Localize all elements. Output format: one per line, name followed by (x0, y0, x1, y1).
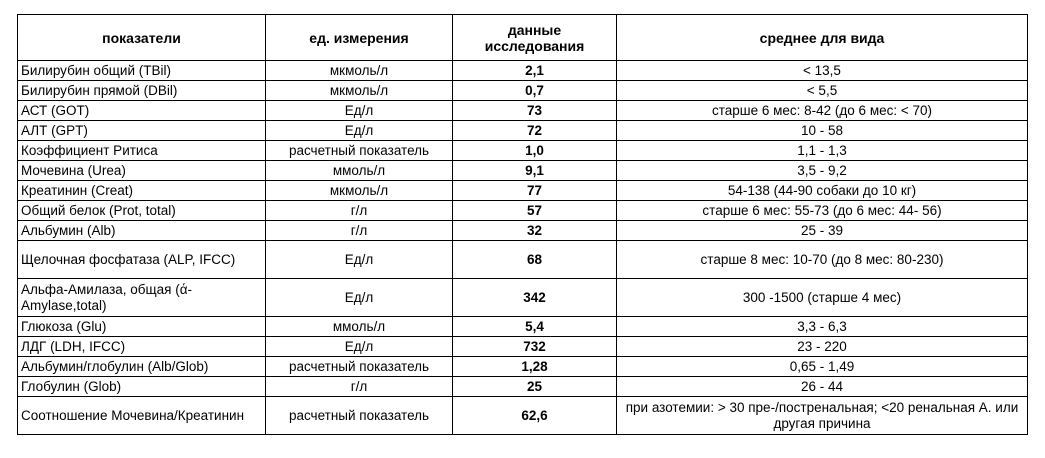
row-unit: расчетный показатель (266, 357, 453, 377)
table-row (18, 161, 1028, 181)
table-row (18, 397, 1028, 435)
row-reference-range: 23 - 220 (617, 337, 1028, 357)
row-unit: ммоль/л (266, 317, 453, 337)
row-indicator-name: Альфа-Амилаза, общая (ά-Amylase,total) (18, 279, 266, 317)
row-unit: г/л (266, 377, 453, 397)
lab-results-table (17, 14, 1028, 435)
row-indicator-name: Билирубин общий (TBil) (18, 61, 266, 81)
row-reference-range: при азотемии: > 30 пре-/постренальная; <20 ренальная А. или другая причина (617, 397, 1028, 435)
row-reference-range: старше 6 мес: 8-42 (до 6 мес: < 70) (617, 101, 1028, 121)
row-indicator-name: АЛТ (GPT) (18, 121, 266, 141)
row-result-value: 1,0 (453, 141, 617, 161)
table-row (18, 61, 1028, 81)
table-row (18, 279, 1028, 317)
row-indicator-name: Глобулин (Glob) (18, 377, 266, 397)
row-reference-range: 0,65 - 1,49 (617, 357, 1028, 377)
row-reference-range: 3,5 - 9,2 (617, 161, 1028, 181)
row-indicator-name: Мочевина (Urea) (18, 161, 266, 181)
row-indicator-name: Креатинин (Creat) (18, 181, 266, 201)
row-unit: мкмоль/л (266, 81, 453, 101)
table-row (18, 101, 1028, 121)
table-row (18, 121, 1028, 141)
table-row (18, 201, 1028, 221)
table-row (18, 357, 1028, 377)
table-row (18, 181, 1028, 201)
row-unit: г/л (266, 201, 453, 221)
table-row (18, 241, 1028, 279)
row-result-value: 32 (453, 221, 617, 241)
row-reference-range: 26 - 44 (617, 377, 1028, 397)
row-indicator-name: Общий белок (Prot, total) (18, 201, 266, 221)
table-row (18, 377, 1028, 397)
row-reference-range: старше 6 мес: 55-73 (до 6 мес: 44- 56) (617, 201, 1028, 221)
row-result-value: 77 (453, 181, 617, 201)
row-reference-range: 25 - 39 (617, 221, 1028, 241)
row-indicator-name: Альбумин/глобулин (Alb/Glob) (18, 357, 266, 377)
row-result-value: 73 (453, 101, 617, 121)
row-indicator-name: Глюкоза (Glu) (18, 317, 266, 337)
row-unit: Ед/л (266, 279, 453, 317)
row-unit: г/л (266, 221, 453, 241)
row-unit: Ед/л (266, 241, 453, 279)
row-result-value: 25 (453, 377, 617, 397)
row-unit: мкмоль/л (266, 181, 453, 201)
row-result-value: 342 (453, 279, 617, 317)
row-result-value: 2,1 (453, 61, 617, 81)
row-result-value: 72 (453, 121, 617, 141)
table-body (18, 61, 1028, 435)
row-unit: мкмоль/л (266, 61, 453, 81)
header-indicator: показатели (18, 15, 266, 61)
row-result-value: 9,1 (453, 161, 617, 181)
row-reference-range: 10 - 58 (617, 121, 1028, 141)
row-result-value: 1,28 (453, 357, 617, 377)
row-unit: Ед/л (266, 101, 453, 121)
row-reference-range: 300 -1500 (старше 4 мес) (617, 279, 1028, 317)
table-row (18, 317, 1028, 337)
row-unit: Ед/л (266, 121, 453, 141)
row-reference-range: 1,1 - 1,3 (617, 141, 1028, 161)
row-reference-range: < 13,5 (617, 61, 1028, 81)
header-reference: среднее для вида (617, 15, 1028, 61)
row-result-value: 57 (453, 201, 617, 221)
row-result-value: 732 (453, 337, 617, 357)
row-indicator-name: Альбумин (Alb) (18, 221, 266, 241)
row-indicator-name: АСТ (GOT) (18, 101, 266, 121)
row-result-value: 62,6 (453, 397, 617, 435)
table-row (18, 337, 1028, 357)
row-reference-range: 3,3 - 6,3 (617, 317, 1028, 337)
row-reference-range: < 5,5 (617, 81, 1028, 101)
header-value: данные исследования (453, 15, 617, 61)
row-unit: ммоль/л (266, 161, 453, 181)
table-row (18, 141, 1028, 161)
row-indicator-name: Соотношение Мочевина/Креатинин (18, 397, 266, 435)
row-indicator-name: Билирубин прямой (DBil) (18, 81, 266, 101)
table-header-row (18, 15, 1028, 61)
row-indicator-name: ЛДГ (LDH, IFCC) (18, 337, 266, 357)
row-unit: расчетный показатель (266, 141, 453, 161)
header-unit: ед. измерения (266, 15, 453, 61)
row-reference-range: 54-138 (44-90 собаки до 10 кг) (617, 181, 1028, 201)
row-reference-range: старше 8 мес: 10-70 (до 8 мес: 80-230) (617, 241, 1028, 279)
row-result-value: 0,7 (453, 81, 617, 101)
row-indicator-name: Щелочная фосфатаза (ALP, IFCC) (18, 241, 266, 279)
row-unit: расчетный показатель (266, 397, 453, 435)
table-row (18, 221, 1028, 241)
row-unit: Ед/л (266, 337, 453, 357)
table-row (18, 81, 1028, 101)
row-result-value: 5,4 (453, 317, 617, 337)
row-result-value: 68 (453, 241, 617, 279)
row-indicator-name: Коэффициент Ритиса (18, 141, 266, 161)
